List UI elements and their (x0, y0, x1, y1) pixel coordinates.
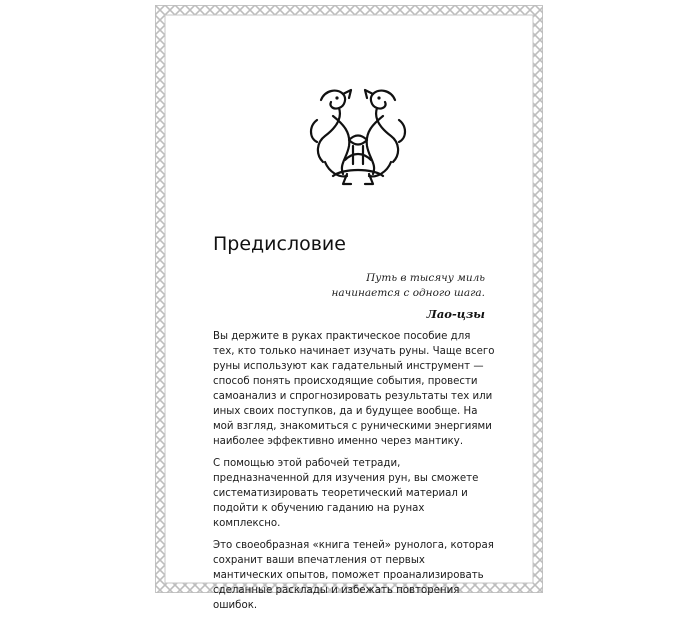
paragraph: С помощью этой рабочей тетради, предназначенной для изучения рун, вы сможете систематизировать теоретический материал и подойти к обучению гаданию на рунах комплексно. (213, 458, 479, 529)
epigraph-line: начинается с одного шага. (331, 287, 485, 299)
epigraph-line: Путь в тысячу миль (366, 272, 485, 284)
page (155, 5, 543, 611)
celtic-knot-beasts-icon (303, 80, 413, 190)
page-title: Предисловие (213, 233, 346, 255)
body-text (213, 329, 495, 620)
epigraph (225, 271, 485, 322)
epigraph-author: Лао-цзы (426, 307, 485, 321)
paragraph: Это своеобразная «книга теней» рунолога, которая сохранит ваши впечатления от первых мантических опытов, поможет проанализировать сделанные расклады и избежать повторения ошибок. (213, 540, 494, 611)
paragraph: Вы держите в руках практическое пособие для тех, кто только начинает изучать руны. Чаще всего руны используют как гадательный инструмент — способ понять происходящие события, провести самоанализ и спрогнозировать результаты тех или иных своих поступков, да и будущее вообще. На мой взгляд, знакомиться с руническими энергиями наиболее эффективно именно через мантику. (213, 331, 495, 447)
